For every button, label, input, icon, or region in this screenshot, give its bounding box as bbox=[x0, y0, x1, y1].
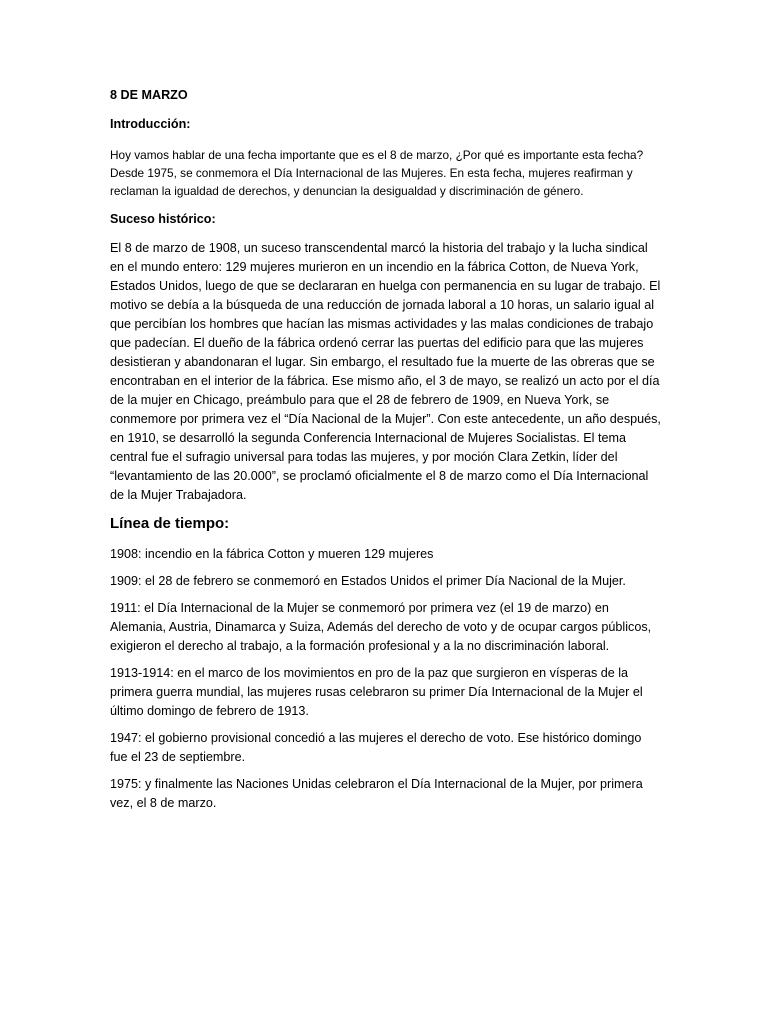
timeline-heading: Línea de tiempo: bbox=[110, 515, 230, 532]
intro-heading: Introducción: bbox=[110, 117, 191, 131]
timeline-item-1913-1914: 1913-1914: en el marco de los movimientos en pro de la paz que surgieron en vísperas de la primera guerra mundial, las mujeres rusas celebraron su primer Día Internacional de la Mujer el último domingo de febrero de 1913. bbox=[110, 666, 643, 718]
intro-paragraph: Hoy vamos hablar de una fecha importante que es el 8 de marzo, ¿Por qué es importante esta fecha? Desde 1975, se conmemora el Día Internacional de las Mujeres. En esta fecha, mujeres reafirman y reclaman la igualdad de derechos, y denuncian la desigualdad y discriminación de género. bbox=[110, 148, 644, 198]
timeline-item-1909: 1909: el 28 de febrero se conmemoró en Estados Unidos el primer Día Nacional de la Mujer. bbox=[110, 574, 626, 588]
document-title: 8 DE MARZO bbox=[110, 88, 188, 102]
timeline-item-1947: 1947: el gobierno provisional concedió a las mujeres el derecho de voto. Ese histórico domingo fue el 23 de septiembre. bbox=[110, 731, 642, 764]
historical-paragraph: El 8 de marzo de 1908, un suceso transcendental marcó la historia del trabajo y la lucha sindical en el mundo entero: 129 mujeres murieron en un incendio en la fábrica Cotton, de Nueva York, Estados Unidos, luego de que se declararan en huelga con permanencia en su lugar de trabajo. El motivo se debía a la búsqueda de una reducción de jornada laboral a 10 horas, un salario igual al que percibían los hombres que hacían las mismas actividades y las malas condiciones de trabajo que padecían. El dueño de la fábrica ordenó cerrar las puertas del edificio para que las mujeres desistieran y abandonaran el lugar. Sin embargo, el resultado fue la muerte de las obreras que se encontraban en el interior de la fábrica. Ese mismo año, el 3 de mayo, se realizó un acto por el día de la mujer en Chicago, preámbulo para que el 28 de febrero de 1909, en Nueva York, se conmemore por primera vez el “Día Nacional de la Mujer”. Con este antecedente, un año después, en 1910, se desarrolló la segunda Conferencia Internacional de Mujeres Socialistas. El tema central fue el sufragio universal para todas las mujeres, y por moción Clara Zetkin, líder del “levantamiento de las 20.000”, se proclamó oficialmente el 8 de marzo como el Día Internacional de la Mujer Trabajadora. bbox=[110, 241, 661, 502]
timeline-item-1975: 1975: y finalmente las Naciones Unidas celebraron el Día Internacional de la Mujer, por primera vez, el 8 de marzo. bbox=[110, 777, 643, 810]
document-page bbox=[110, 86, 662, 813]
timeline-item-1911: 1911: el Día Internacional de la Mujer se conmemoró por primera vez (el 19 de marzo) en Alemania, Austria, Dinamarca y Suiza, Además del derecho de voto y de ocupar cargos públicos, exigieron el derecho al trabajo, a la formación profesional y a la no discriminación laboral. bbox=[110, 601, 652, 653]
historical-heading: Suceso histórico: bbox=[110, 212, 216, 226]
timeline-item-1908: 1908: incendio en la fábrica Cotton y mueren 129 mujeres bbox=[110, 547, 434, 561]
